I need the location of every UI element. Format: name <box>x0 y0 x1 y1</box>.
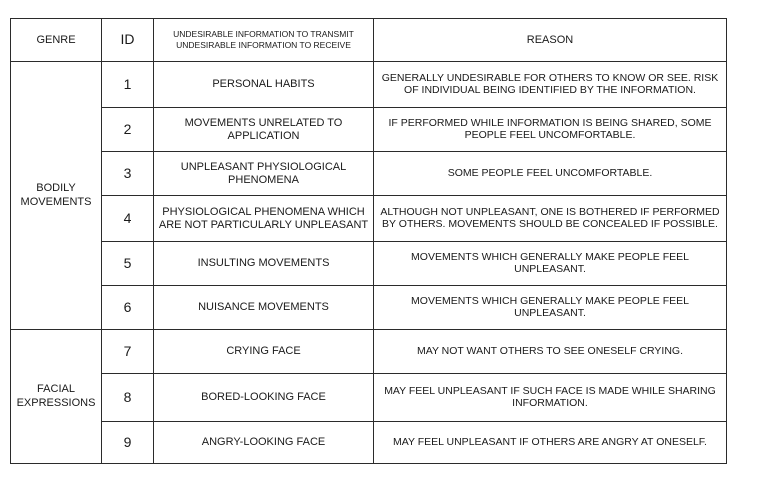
row-id: 2 <box>102 108 154 152</box>
row-reason: MOVEMENTS WHICH GENERALLY MAKE PEOPLE FEEL UNPLEASANT. <box>374 242 727 286</box>
row-information: PERSONAL HABITS <box>154 62 374 108</box>
table-row <box>11 242 727 286</box>
information-table <box>10 18 727 464</box>
genre-line-1: BODILY <box>36 182 76 195</box>
row-information: UNPLEASANT PHYSIOLOGICAL PHENOMENA <box>154 152 374 196</box>
table-row <box>11 330 727 374</box>
row-id: 9 <box>102 422 154 464</box>
row-information: ANGRY-LOOKING FACE <box>154 422 374 464</box>
genre-line-2: MOVEMENTS <box>20 195 92 208</box>
genre-cell-facial-expressions <box>11 330 102 464</box>
row-id: 1 <box>102 62 154 108</box>
header-reason: REASON <box>374 19 727 62</box>
row-reason: MAY NOT WANT OTHERS TO SEE ONESELF CRYING. <box>374 330 727 374</box>
table-row <box>11 422 727 464</box>
genre-line-2: EXPRESSIONS <box>16 396 96 409</box>
table-row <box>11 374 727 422</box>
genre-line-1: FACIAL <box>37 383 75 396</box>
row-information: CRYING FACE <box>154 330 374 374</box>
row-id: 4 <box>102 196 154 242</box>
row-reason: MOVEMENTS WHICH GENERALLY MAKE PEOPLE FEEL UNPLEASANT. <box>374 286 727 330</box>
row-information: INSULTING MOVEMENTS <box>154 242 374 286</box>
row-id: 5 <box>102 242 154 286</box>
header-info-line-2: UNDESIRABLE INFORMATION TO RECEIVE <box>176 40 351 50</box>
row-id: 7 <box>102 330 154 374</box>
row-information: BORED-LOOKING FACE <box>154 374 374 422</box>
header-row <box>11 19 727 62</box>
row-reason: GENERALLY UNDESIRABLE FOR OTHERS TO KNOW OR SEE. RISK OF INDIVIDUAL BEING IDENTIFIED BY THE INFORMATION. <box>374 62 727 108</box>
row-information: NUISANCE MOVEMENTS <box>154 286 374 330</box>
header-genre: GENRE <box>11 19 102 62</box>
table-row <box>11 108 727 152</box>
row-id: 3 <box>102 152 154 196</box>
row-reason: ALTHOUGH NOT UNPLEASANT, ONE IS BOTHERED IF PERFORMED BY OTHERS. MOVEMENTS SHOULD BE CONCEALED IF POSSIBLE. <box>374 196 727 242</box>
table-row <box>11 62 727 108</box>
genre-cell-bodily-movements <box>11 62 102 330</box>
row-information: PHYSIOLOGICAL PHENOMENA WHICH ARE NOT PARTICULARLY UNPLEASANT <box>154 196 374 242</box>
document-page <box>10 18 727 464</box>
table-row <box>11 152 727 196</box>
row-reason: MAY FEEL UNPLEASANT IF OTHERS ARE ANGRY AT ONESELF. <box>374 422 727 464</box>
row-id: 6 <box>102 286 154 330</box>
header-id: ID <box>102 19 154 62</box>
table-row <box>11 286 727 330</box>
row-information: MOVEMENTS UNRELATED TO APPLICATION <box>154 108 374 152</box>
row-reason: IF PERFORMED WHILE INFORMATION IS BEING SHARED, SOME PEOPLE FEEL UNCOMFORTABLE. <box>374 108 727 152</box>
header-undesirable-information <box>154 19 374 62</box>
table-row <box>11 196 727 242</box>
row-id: 8 <box>102 374 154 422</box>
row-reason: SOME PEOPLE FEEL UNCOMFORTABLE. <box>374 152 727 196</box>
row-reason: MAY FEEL UNPLEASANT IF SUCH FACE IS MADE WHILE SHARING INFORMATION. <box>374 374 727 422</box>
header-info-line-1: UNDESIRABLE INFORMATION TO TRANSMIT <box>173 28 354 39</box>
